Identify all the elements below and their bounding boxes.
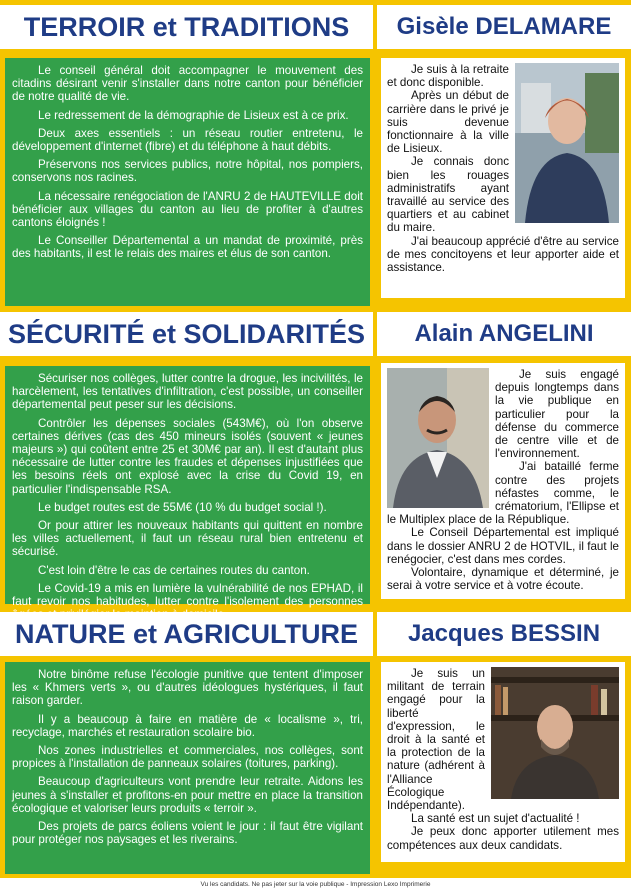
paragraph: Le Conseil Départemental est impliqué dans le dossier ANRU 2 de HOTVIL, il faut le renégocier, c'est dans mes cordes.	[387, 526, 619, 566]
paragraph: Le redressement de la démographie de Lisieux est à ce prix.	[38, 108, 349, 122]
candidate-name-angelini: Alain ANGELINI	[377, 312, 631, 356]
section-text-terroir	[5, 58, 370, 306]
paragraph: Contrôler les dépenses sociales (543M€), où l'on observe certaines dérives (cas des 450 mineurs isolés (souvent « jeunes majeurs ») qui coûtent entre 25 et 30M€ par an). Il est d'autant plus nécessaire de lutter contre les fraudes et dépenses injustifiées que les besoins réels ont explosé avec la crise du Covid 19, en particulier l'indispensable RSA.	[12, 416, 363, 496]
paragraph: La nécessaire renégociation de l'ANRU 2 de HAUTEVILLE doit bénéficier aux villages du canton au lieu de profiter à d'autres cantons éloignés !	[12, 189, 363, 230]
paragraph: Le conseil général doit accompagner le mouvement des citadins désirant venir s'installer dans notre canton pour bénéficier de notre qualité de vie.	[12, 64, 363, 104]
paragraph: Préservons nos services publics, notre hôpital, nos pompiers, conservons nos racines.	[12, 158, 363, 185]
paragraph: Je suis à la retraite et donc disponible.	[387, 63, 509, 90]
candidate-name-delamare: Gisèle DELAMARE	[377, 5, 631, 49]
paragraph: Le Conseiller Départemental a un mandat de proximité, près des habitants, il est le relais des maires et élus de son canton.	[12, 234, 363, 261]
paragraph: Je peux donc apporter utilement mes compétences aux deux candidats.	[387, 825, 619, 852]
paragraph: Des projets de parcs éoliens voient le jour : il faut être vigilant pour protéger nos paysages et les riverains.	[12, 820, 363, 847]
paragraph: J'ai bataillé ferme contre des projets néfastes comme, le crématorium, l'Ellipse et le Multiplex place de la République.	[387, 460, 619, 527]
section-text-securite	[5, 366, 370, 609]
paragraph: Notre binôme refuse l'écologie punitive que tentent d'imposer les « Khmers verts », ou d'autres idéologues hystériques, il faut raison garder.	[12, 668, 363, 708]
candidate-text-bessin	[381, 662, 625, 862]
candidate-text-delamare	[381, 58, 625, 298]
paragraph: Beaucoup d'agriculteurs vont prendre leur retraite. Aidons les jeunes à s'installer et profitons-en pour mettre en place la transition écologique et valoriser leurs produits « terroir ».	[12, 775, 363, 815]
portrait-photo-delamare	[515, 63, 619, 223]
paragraph: Or pour attirer les nouveaux habitants qui quittent en nombre les villes actuellement, il faut un réseau rural bien entretenu et sécurisé.	[12, 519, 363, 559]
paragraph: Deux axes essentiels : un réseau routier entretenu, le développement d'internet (fibre) et du téléphone à haut débits.	[12, 126, 363, 154]
portrait-photo-angelini	[387, 368, 489, 508]
section-title-terroir: TERROIR et TRADITIONS	[0, 5, 373, 49]
paragraph: Le Covid-19 a mis en lumière la vulnérabilité de nos EPHAD, il faut revoir nos habitudes, lutter contre l'isolement des personnes	[12, 581, 363, 609]
paragraph: Volontaire, dynamique et déterminé, je serai à votre service et à votre écoute.	[387, 566, 619, 593]
footer-legal-notice: Vu les candidats. Ne pas jeter sur la voie publique - Impression Lexo Imprimerie	[0, 878, 631, 891]
candidate-text-angelini	[381, 363, 625, 599]
portrait-photo-bessin	[491, 667, 619, 799]
paragraph: Je suis engagé depuis longtemps dans la vie publique en particulier pour la défense du commerce de centre ville et de l'environnement.	[495, 368, 619, 461]
paragraph: Le budget routes est de 55M€ (10 % du budget social !).	[38, 500, 327, 514]
paragraph: Je suis un militant de terrain engagé pour la liberté d'expression, le droit à la santé et la protection de la nature (adhérent à l'Alliance Écologique Indépendante).	[387, 667, 485, 813]
paragraph: C'est loin d'être le cas de certaines routes du canton.	[38, 563, 310, 577]
paragraph: Je connais donc bien les rouages administratifs ayant travaillé au service des quartiers et au cabinet du maire.	[387, 155, 509, 235]
paragraph: Il y a beaucoup à faire en matière de « localisme », tri, recyclage, marchés et restauration scolaire bio.	[12, 712, 363, 739]
paragraph: J'ai beaucoup apprécié d'être au service de mes concitoyens et leur apporter aide et assistance.	[387, 234, 619, 275]
section-text-nature	[5, 662, 370, 874]
paragraph: La santé est un sujet d'actualité !	[411, 812, 580, 826]
section-title-nature: NATURE et AGRICULTURE	[0, 612, 373, 656]
section-title-securite: SÉCURITÉ et SOLIDARITÉS	[0, 312, 373, 356]
paragraph: Nos zones industrielles et commerciales, nos collèges, sont propices à l'installation de panneaux solaires (toitures, parking).	[12, 744, 363, 771]
paragraph: Sécuriser nos collèges, lutter contre la drogue, les incivilités, le harcèlement, les tentatives d'infiltration, c'est possible, un conseiller départemental peut peser sur les décisions.	[12, 372, 363, 412]
paragraph: Après un début de carrière dans le privé je suis devenue fonctionnaire à la ville de Lisieux.	[387, 89, 509, 156]
candidate-name-bessin: Jacques BESSIN	[377, 612, 631, 656]
